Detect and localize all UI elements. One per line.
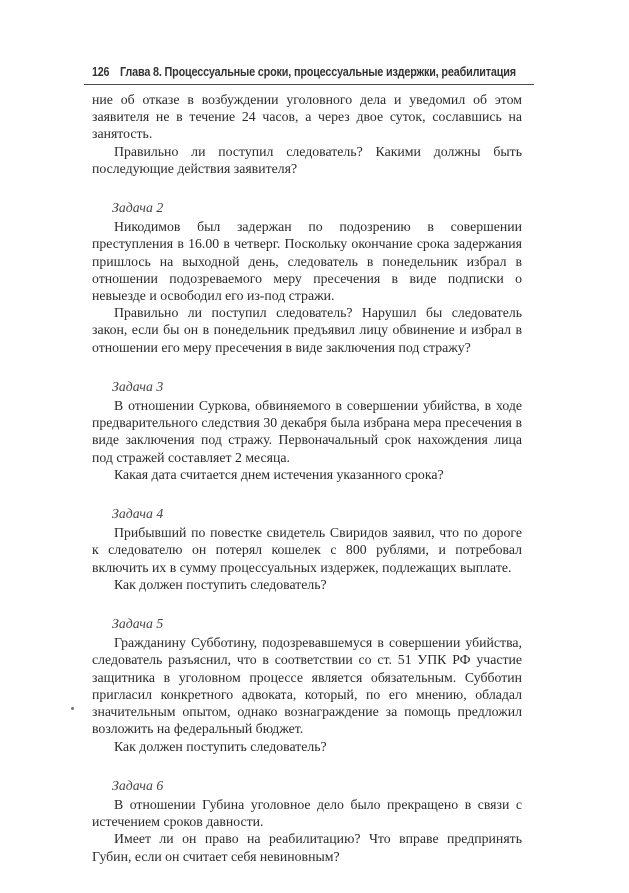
task-4-paragraph: Прибывший по повестке свидетель Свиридов заявил, что по дороге к следователю он потерял кошелек с 800 рублями, и потребовал включить их в сумму процессуальных издержек, подлежащих выплате. <box>92 525 522 575</box>
page-body <box>92 91 522 865</box>
intro-continuation: ние об отказе в возбуждении уголовного дела и уведомил об этом заявителя не в течение 24 часов, а через двое суток, сославшись на занятость. <box>92 92 522 142</box>
page-number: 126 <box>92 64 110 79</box>
task-5-title: Задача 5 <box>112 616 164 632</box>
task-6-paragraph: В отношении Губина уголовное дело было прекращено в связи с истечением сроков давности. <box>92 796 522 830</box>
running-header <box>84 60 534 85</box>
task-4-question: Как должен поступить следователь? <box>114 576 327 592</box>
task-3-paragraph: В отношении Суркова, обвиняемого в совершении убийства, в ходе предварительного следствия 30 декабря была избрана мера пресечения в виде заключения под стражу. Первоначальный срок нахождения лица под стражей составляет 2 месяца. <box>92 398 522 465</box>
task-2-question: Правильно ли поступил следователь? Нарушил бы следователь закон, если бы он в понедельник предъявил лицу обвинение и избрал в отношении его меру пресечения в виде заключения под стражу? <box>92 305 522 355</box>
task-3-title: Задача 3 <box>112 378 164 394</box>
task-4-title: Задача 4 <box>112 506 164 522</box>
task-5-paragraph: Гражданину Субботину, подозревавшемуся в совершении убийства, следователь разъяснил, что в соответствии со ст. 51 УПК РФ участие защитника в уголовном процессе является обязательным. Субботин пригласил конкретного адвоката, который, по его мнению, обладал значительным опытом, однако вознаграждение за помощь предложил возложить на федеральный бюджет. <box>92 635 522 737</box>
scan-speck <box>71 707 74 710</box>
task-2-paragraph: Никодимов был задержан по подозрению в совершении преступления в 16.00 в четверг. Поскольку окончание срока задержания пришлось на выходной день, следователь в понедельник избрал в отношении подозреваемого меру пресечения в виде подписки о невыезде и освободил его из-под стражи. <box>92 219 522 304</box>
chapter-title: Глава 8. Процессуальные сроки, процессуальные издержки, реабилитация <box>120 64 516 79</box>
task-3-question: Какая дата считается днем истечения указанного срока? <box>114 466 444 482</box>
intro-question: Правильно ли поступил следователь? Какими должны быть последующие действия заявителя? <box>92 143 522 176</box>
task-5-question: Как должен поступить следователь? <box>114 738 327 754</box>
task-2-title: Задача 2 <box>112 200 164 216</box>
task-6-title: Задача 6 <box>112 777 164 793</box>
task-6-question: Имеет ли он право на реабилитацию? Что вправе предпринять Губин, если он считает себя невиновным? <box>92 831 522 864</box>
